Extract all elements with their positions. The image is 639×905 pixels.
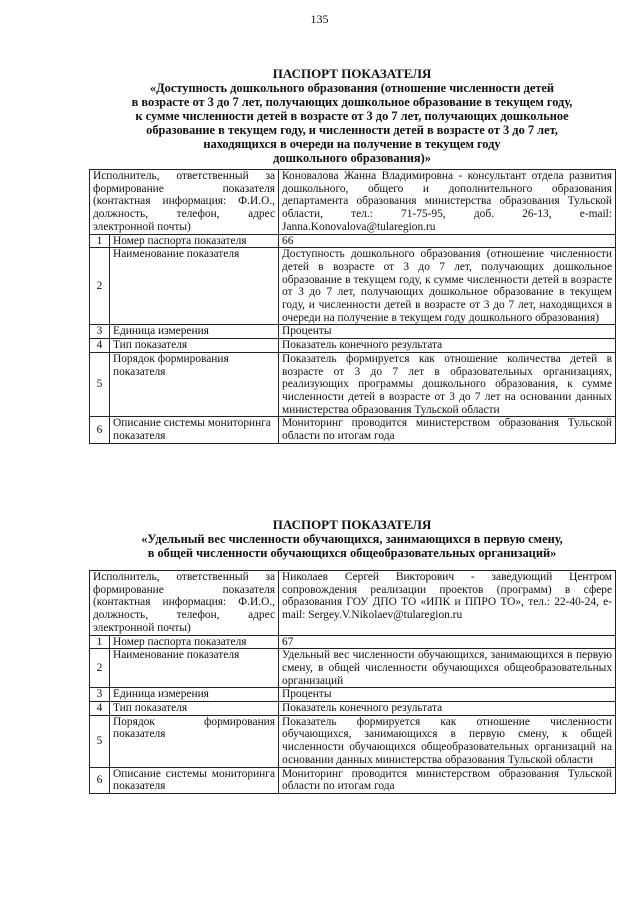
row-value: Показатель формируется как отношение численности обучающихся, занимающихся в первую смену, к общей численности обучающихся общеобразовательных организаций на основании данных министерства образования Тульской области bbox=[279, 715, 616, 767]
table-row bbox=[90, 767, 616, 793]
table-row bbox=[90, 688, 616, 702]
row-label: Номер паспорта показателя bbox=[110, 635, 279, 649]
row-number: 3 bbox=[90, 325, 110, 339]
row-label: Описание системы мониторинга показателя bbox=[110, 417, 279, 443]
table-row bbox=[90, 234, 616, 248]
row-number: 3 bbox=[90, 688, 110, 702]
row-number: 4 bbox=[90, 339, 110, 353]
indicator-passport-67 bbox=[89, 517, 615, 794]
subtitle-line: в возрасте от 3 до 7 лет, получающих дошкольное образование в текущем году, bbox=[131, 95, 573, 109]
row-value: Мониторинг проводится министерством образования Тульской области по итогам года bbox=[279, 767, 616, 793]
passport-subtitle bbox=[89, 81, 615, 165]
executor-label: Исполнитель, ответственный за формирование показателя (контактная информация: Ф.И.О., должность, телефон, адрес электронной почты) bbox=[90, 170, 279, 235]
row-number: 6 bbox=[90, 417, 110, 443]
indicator-passport-66 bbox=[89, 66, 615, 444]
table-row bbox=[90, 325, 616, 339]
row-value: 66 bbox=[279, 234, 616, 248]
subtitle-line: к сумме численности детей в возрасте от 3 до 7 лет, получающих дошкольное bbox=[135, 109, 569, 123]
passport-title: ПАСПОРТ ПОКАЗАТЕЛЯ bbox=[272, 517, 432, 532]
executor-value: Николаев Сергей Викторович - заведующий Центром сопровождения реализации проектов (программ) в сфере образования ГОУ ДПО ТО «ИПК и ППРО ТО», тел.: 22-40-24, e-mail: Sergey.V.Nikolaev@tularegion.ru bbox=[279, 571, 616, 636]
table-row bbox=[90, 702, 616, 716]
passport-subtitle bbox=[89, 532, 615, 560]
row-number: 5 bbox=[90, 715, 110, 767]
row-label: Тип показателя bbox=[110, 702, 279, 716]
row-value: Показатель конечного результата bbox=[279, 702, 616, 716]
row-label: Номер паспорта показателя bbox=[110, 234, 279, 248]
row-value: Удельный вес численности обучающихся, занимающихся в первую смену, в общей численности обучающихся общеобразовательных организаций bbox=[279, 649, 616, 688]
table-row bbox=[90, 339, 616, 353]
passport-table bbox=[89, 570, 616, 794]
subtitle-line: в общей численности обучающихся общеобразовательных организаций» bbox=[147, 546, 557, 560]
subtitle-line: находящихся в очереди на получение в текущем году bbox=[203, 137, 501, 151]
executor-value: Коновалова Жанна Владимировна - консультант отдела развития дошкольного, общего и дополнительного образования департамента образования министерства образования Тульской области, тел.: 71-75-95, доб. 26-13, e-mail: Janna.Konovalova@tularegion.ru bbox=[279, 170, 616, 235]
table-row bbox=[90, 649, 616, 688]
passport-table bbox=[89, 169, 616, 444]
row-label: Наименование показателя bbox=[110, 248, 279, 325]
page-number: 135 bbox=[310, 12, 329, 26]
row-label: Описание системы мониторинга показателя bbox=[110, 767, 279, 793]
row-value: Показатель конечного результата bbox=[279, 339, 616, 353]
row-label: Единица измерения bbox=[110, 325, 279, 339]
row-value: 67 bbox=[279, 635, 616, 649]
row-label: Порядок формирования показателя bbox=[110, 715, 279, 767]
row-value: Проценты bbox=[279, 325, 616, 339]
row-value: Доступность дошкольного образования (отношение численности детей в возрасте от 3 до 7 лет, получающих дошкольное образование в текущем году, к сумме численности детей в возрасте от 3 до 7 лет, получающих дошкольное образование в текущем году, и численности детей в возрасте от 3 до 7 лет, находящихся в очереди на получение в текущем году дошкольного образования) bbox=[279, 248, 616, 325]
row-label: Наименование показателя bbox=[110, 649, 279, 688]
table-row bbox=[90, 715, 616, 767]
row-number: 2 bbox=[90, 248, 110, 325]
table-row bbox=[90, 635, 616, 649]
table-row bbox=[90, 248, 616, 325]
row-number: 2 bbox=[90, 649, 110, 688]
row-number: 5 bbox=[90, 352, 110, 417]
row-number: 6 bbox=[90, 767, 110, 793]
table-row bbox=[90, 417, 616, 443]
table-row bbox=[90, 571, 616, 636]
subtitle-line: «Удельный вес численности обучающихся, занимающихся в первую смену, bbox=[141, 532, 563, 546]
row-label: Тип показателя bbox=[110, 339, 279, 353]
row-value: Показатель формируется как отношение количества детей в возрасте от 3 до 7 лет в образовательных организациях, реализующих программы дошкольного образования, к сумме численности детей в возрасте от 3 до 7 лет на основании данных министерства образования Тульской области bbox=[279, 352, 616, 417]
row-number: 1 bbox=[90, 234, 110, 248]
passport-title: ПАСПОРТ ПОКАЗАТЕЛЯ bbox=[272, 66, 432, 81]
row-number: 4 bbox=[90, 702, 110, 716]
table-row bbox=[90, 170, 616, 235]
subtitle-line: дошкольного образования)» bbox=[273, 151, 431, 165]
row-label: Порядок формирования показателя bbox=[110, 352, 279, 417]
executor-label: Исполнитель, ответственный за формирование показателя (контактная информация: Ф.И.О., должность, телефон, адрес электронной почты) bbox=[90, 571, 279, 636]
table-row bbox=[90, 352, 616, 417]
subtitle-line: образование в текущем году, и численности детей в возрасте от 3 до 7 лет, bbox=[146, 123, 558, 137]
row-label: Единица измерения bbox=[110, 688, 279, 702]
subtitle-line: «Доступность дошкольного образования (отношение численности детей bbox=[149, 81, 555, 95]
row-value: Проценты bbox=[279, 688, 616, 702]
row-value: Мониторинг проводится министерством образования Тульской области по итогам года bbox=[279, 417, 616, 443]
row-number: 1 bbox=[90, 635, 110, 649]
